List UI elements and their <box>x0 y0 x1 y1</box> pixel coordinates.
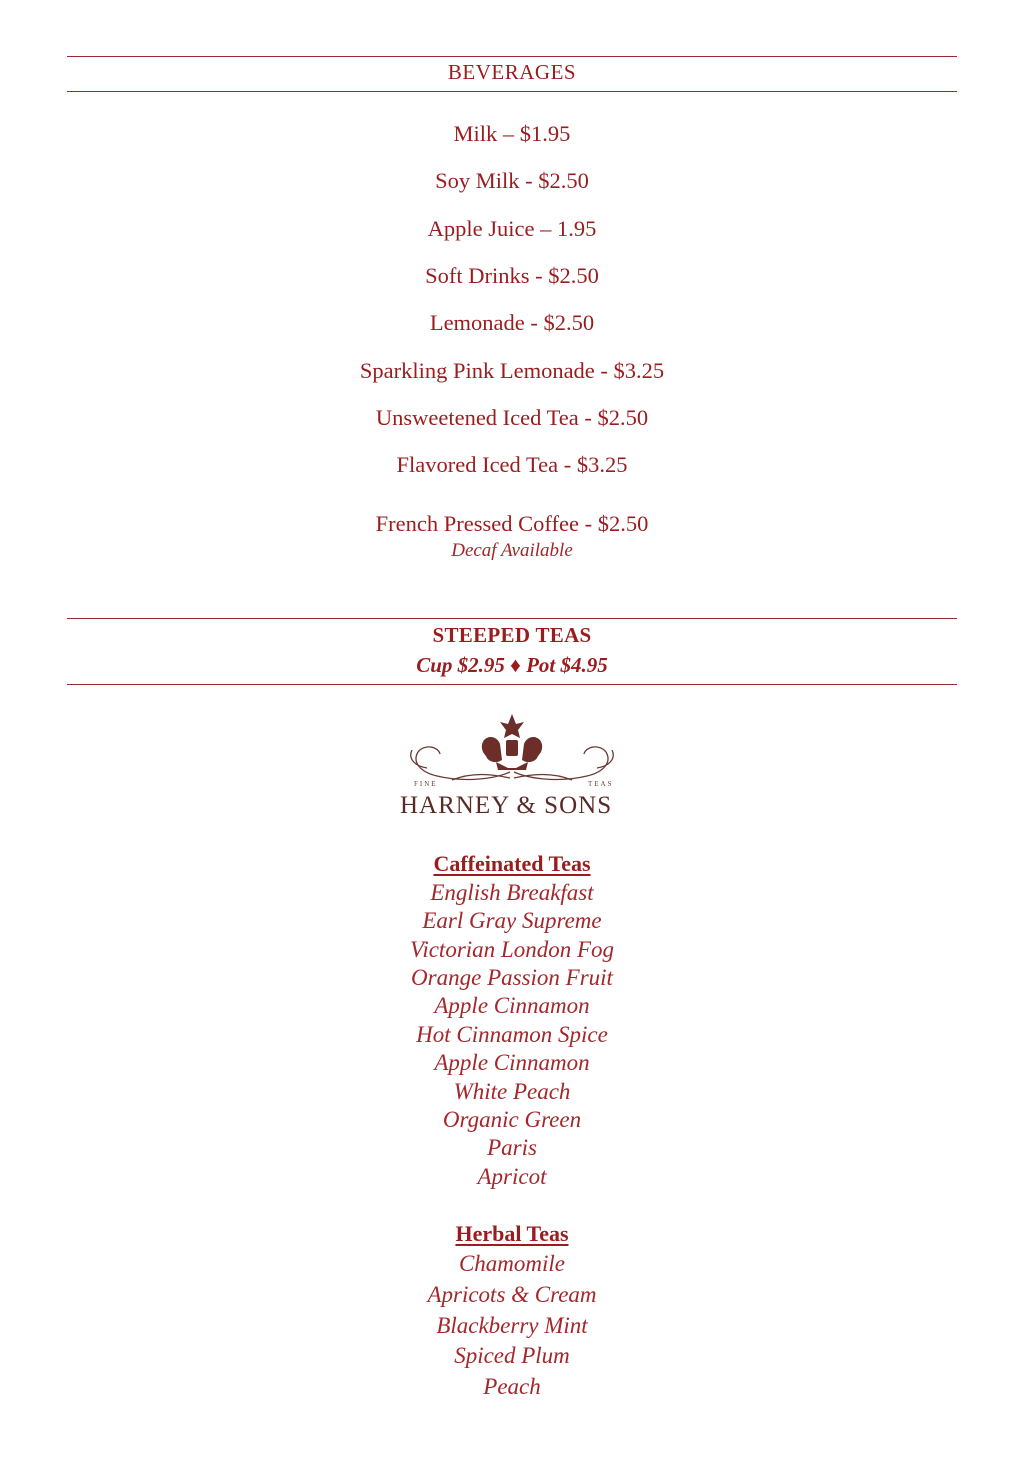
tea-item: Earl Gray Supreme <box>422 908 602 933</box>
beverages-title: BEVERAGES <box>447 60 577 84</box>
beverage-item: French Pressed Coffee - $2.50 <box>375 511 649 536</box>
brand-name: HARNEY & SONS <box>400 792 613 819</box>
steeped-price-line: Cup $2.95 ♦ Pot $4.95 <box>416 653 608 677</box>
beverage-item: Soy Milk - $2.50 <box>435 168 589 193</box>
beverage-item: Soft Drinks - $2.50 <box>425 263 599 288</box>
tea-item: Peach <box>483 1374 541 1399</box>
tea-item: Orange Passion Fruit <box>411 965 613 990</box>
beverage-item: Lemonade - $2.50 <box>429 310 595 335</box>
tea-item: Victorian London Fog <box>409 937 614 962</box>
top-rule-upper <box>67 56 957 57</box>
steeped-rule-upper <box>67 618 957 619</box>
tea-item: English Breakfast <box>430 880 594 905</box>
tea-item: Apricots & Cream <box>427 1282 597 1307</box>
decaf-note: Decaf Available <box>451 540 573 561</box>
tea-item: Apple Cinnamon <box>434 993 590 1018</box>
beverage-item: Milk – $1.95 <box>453 121 571 146</box>
steeped-title: STEEPED TEAS <box>432 623 592 647</box>
tea-item: Apricot <box>477 1164 547 1189</box>
beverage-item: Unsweetened Iced Tea - $2.50 <box>375 405 649 430</box>
crest-icon <box>392 710 632 790</box>
beverage-item: Flavored Iced Tea - $3.25 <box>396 452 628 477</box>
tea-item: Paris <box>487 1135 537 1160</box>
tea-item: White Peach <box>453 1079 571 1104</box>
beverage-item: Apple Juice – 1.95 <box>427 216 597 241</box>
brand-fine-tag: FINE <box>414 780 438 788</box>
tea-item: Apple Cinnamon <box>434 1050 590 1075</box>
harney-sons-logo <box>392 710 632 819</box>
tea-item: Hot Cinnamon Spice <box>416 1022 608 1047</box>
tea-item: Chamomile <box>458 1251 566 1276</box>
steeped-rule-lower <box>67 684 957 685</box>
tea-item: Organic Green <box>442 1107 582 1132</box>
caffeinated-heading: Caffeinated Teas <box>433 851 591 876</box>
herbal-heading: Herbal Teas <box>455 1221 569 1246</box>
beverage-item: Sparkling Pink Lemonade - $3.25 <box>359 358 665 383</box>
tea-item: Spiced Plum <box>454 1343 570 1368</box>
tea-item: Blackberry Mint <box>436 1313 588 1338</box>
brand-teas-tag: TEAS <box>588 780 614 788</box>
top-rule-lower <box>67 91 957 92</box>
